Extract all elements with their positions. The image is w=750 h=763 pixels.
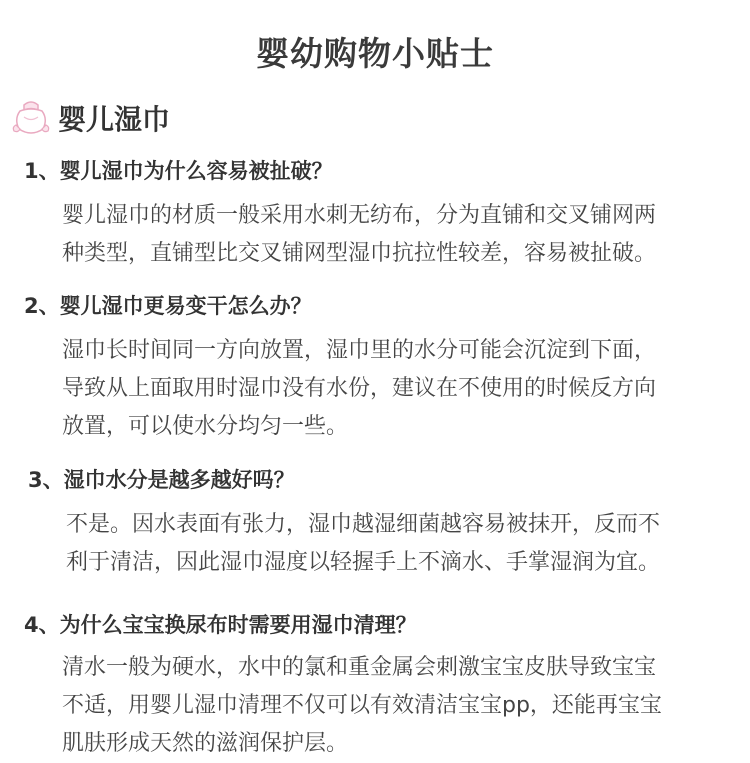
answer-line: 种类型，直铺型比交叉铺网型湿巾抗拉性较差，容易被扯破。 <box>62 241 657 266</box>
answer-line: 婴儿湿巾的材质一般采用水刺无纺布，分为直铺和交叉铺网两 <box>62 203 657 228</box>
answer-line: 放置，可以使水分均匀一些。 <box>62 414 349 439</box>
faq-answer-2 <box>62 332 726 446</box>
faq-question-3: 3、湿巾水分是越多越好吗？ <box>28 468 295 492</box>
answer-line: 肌肤形成天然的滋润保护层。 <box>62 731 349 756</box>
section-header <box>10 96 170 140</box>
faq-question-1: 1、婴儿湿巾为什么容易被扯破？ <box>24 159 333 183</box>
page-title: 婴幼购物小贴士 <box>256 34 494 73</box>
answer-line: 导致从上面取用时湿巾没有水份，建议在不使用的时候反方向 <box>62 376 657 401</box>
faq-answer-4 <box>62 649 726 763</box>
faq-question-4: 4、为什么宝宝换尿布时需要用湿巾清理？ <box>24 613 417 637</box>
answer-line: 不适，用婴儿湿巾清理不仅可以有效清洁宝宝pp，还能再宝宝 <box>62 693 662 718</box>
baby-bib-icon <box>10 97 52 139</box>
section-title: 婴儿湿巾 <box>58 103 171 136</box>
faq-question-2: 2、婴儿湿巾更易变干怎么办？ <box>24 294 312 318</box>
answer-line: 湿巾长时间同一方向放置，湿巾里的水分可能会沉淀到下面， <box>62 338 657 363</box>
answer-line: 不是。因水表面有张力，湿巾越湿细菌越容易被抹开，反而不 <box>66 512 661 537</box>
answer-line: 清水一般为硬水，水中的氯和重金属会刺激宝宝皮肤导致宝宝 <box>62 655 657 680</box>
faq-answer-3 <box>66 506 730 582</box>
answer-line: 利于清洁，因此湿巾湿度以轻握手上不滴水、手掌湿润为宜。 <box>66 550 661 575</box>
faq-answer-1 <box>62 197 726 273</box>
